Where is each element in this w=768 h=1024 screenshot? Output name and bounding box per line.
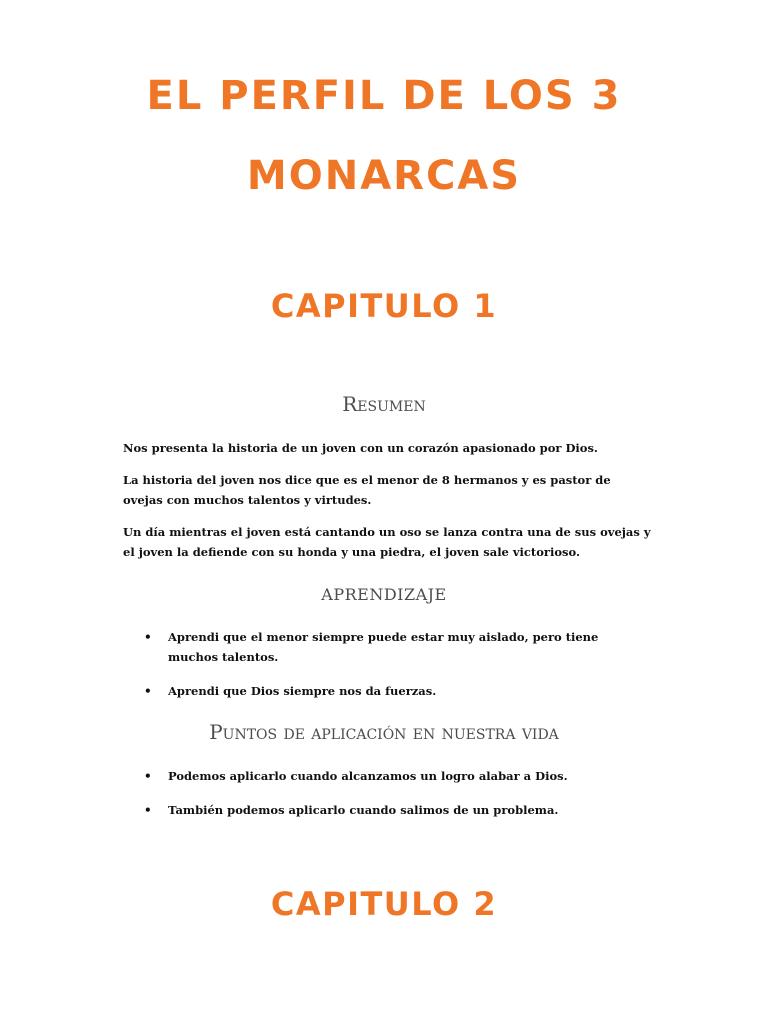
list-item xyxy=(144,766,624,786)
resumen-paragraph: Un día mientras el joven está cantando un oso se lanza contra una de sus ovejas y el joven la defiende con su honda y una piedra, el joven sale victorioso. xyxy=(123,525,651,559)
chapter-1-heading: CAPITULO 1 xyxy=(270,287,498,325)
resumen-heading: Resumen xyxy=(342,392,426,416)
list-item xyxy=(144,681,624,701)
document-title-line-1: EL PERFIL DE LOS 3 xyxy=(146,73,622,119)
chapter-2-heading: CAPITULO 2 xyxy=(270,885,498,923)
list-item-text: Aprendi que el menor siempre puede estar muy aislado, pero tiene muchos talentos. xyxy=(168,630,599,664)
puntos-aplicacion-list xyxy=(144,766,624,834)
list-item xyxy=(144,800,624,820)
bullet-icon: • xyxy=(144,803,152,817)
list-item xyxy=(144,627,624,667)
resumen-paragraph: Nos presenta la historia de un joven con un corazón apasionado por Dios. xyxy=(123,441,598,455)
list-item-text: Podemos aplicarlo cuando alcanzamos un logro alabar a Dios. xyxy=(168,769,568,783)
aprendizaje-heading: APRENDIZAJE xyxy=(321,585,447,604)
resumen-paragraph: La historia del joven nos dice que es el menor de 8 hermanos y es pastor de ovejas con muchos talentos y virtudes. xyxy=(123,473,611,507)
bullet-icon: • xyxy=(144,769,152,783)
list-item-text: Aprendi que Dios siempre nos da fuerzas. xyxy=(168,684,437,698)
puntos-aplicacion-heading: Puntos de aplicación en nuestra vida xyxy=(209,720,559,744)
list-item-text: También podemos aplicarlo cuando salimos de un problema. xyxy=(168,803,559,817)
bullet-icon: • xyxy=(144,630,152,644)
bullet-icon: • xyxy=(144,684,152,698)
document-title-line-2: MONARCAS xyxy=(246,153,522,199)
aprendizaje-list xyxy=(144,627,624,715)
